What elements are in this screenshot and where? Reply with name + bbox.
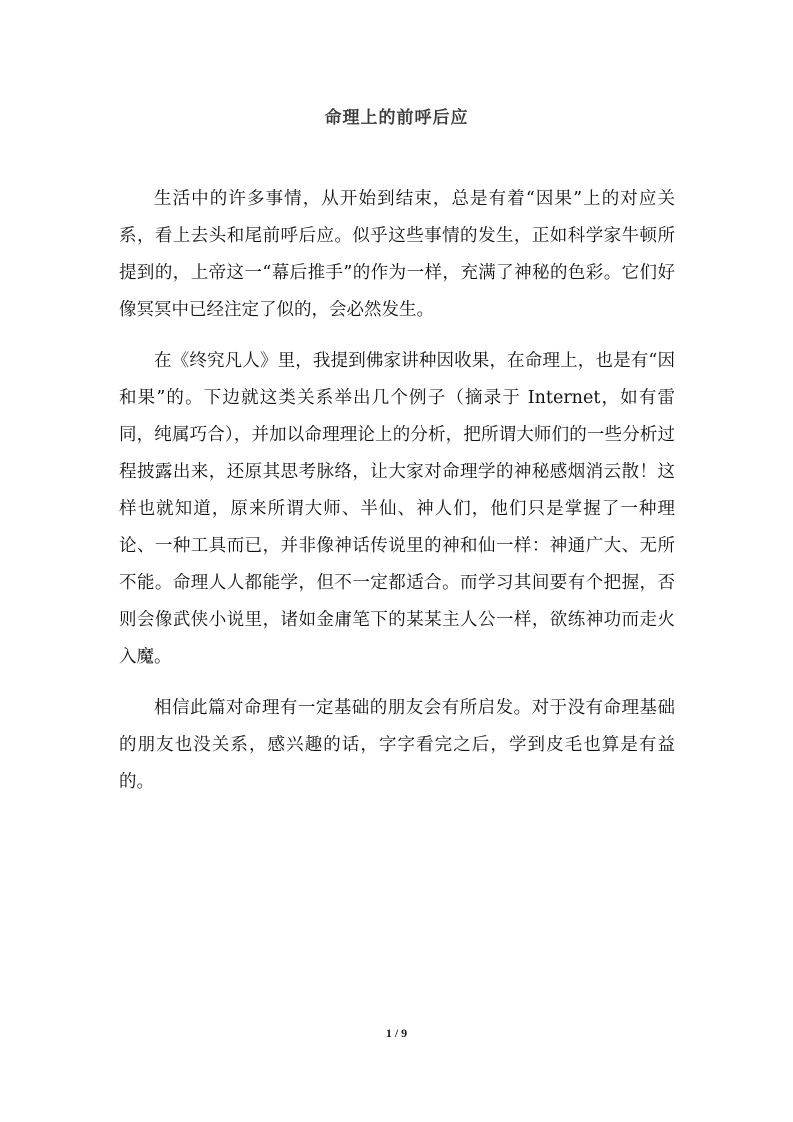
paragraph-intro: 生活中的许多事情，从开始到结束，总是有着“因果”上的对应关系，看上去头和尾前呼后应。似乎这些事情的发生，正如科学家牛顿所提到的，上帝这一“幕后推手”的作为一样，充满了神秘的色彩。它们好像冥冥中已经注定了似的，会必然发生。 (119, 189, 675, 320)
paragraph-examples: 在《终究凡人》里，我提到佛家讲种因收果，在命理上，也是有“因和果”的。下边就这类关系举出几个例子（摘录于 Internet，如有雷同，纯属巧合），并加以命理理论上的分析，把所谓大师们的一些分析过程披露出来，还原其思考脉络，让大家对命理学的神秘感烟消云散！这样也就知道，原来所谓大师、半仙、神人们，他们只是掌握了一种理论、一种工具而已，并非像神话传说里的神和仙一样：神通广大、无所不能。命理人人都能学，但不一定都适合。而学习其间要有个把握，否则会像武侠小说里，诸如金庸笔下的某某主人公一样，欲练神功而走火入魔。 (119, 351, 675, 667)
document-title: 命理上的前呼后应 (324, 108, 469, 128)
paragraph-conclusion: 相信此篇对命理有一定基础的朋友会有所启发。对于没有命理基础的朋友也没关系，感兴趣的话，字字看完之后，学到皮毛也算是有益的。 (119, 698, 675, 792)
page-number: 1 / 9 (385, 1026, 408, 1040)
document-body (119, 181, 675, 801)
